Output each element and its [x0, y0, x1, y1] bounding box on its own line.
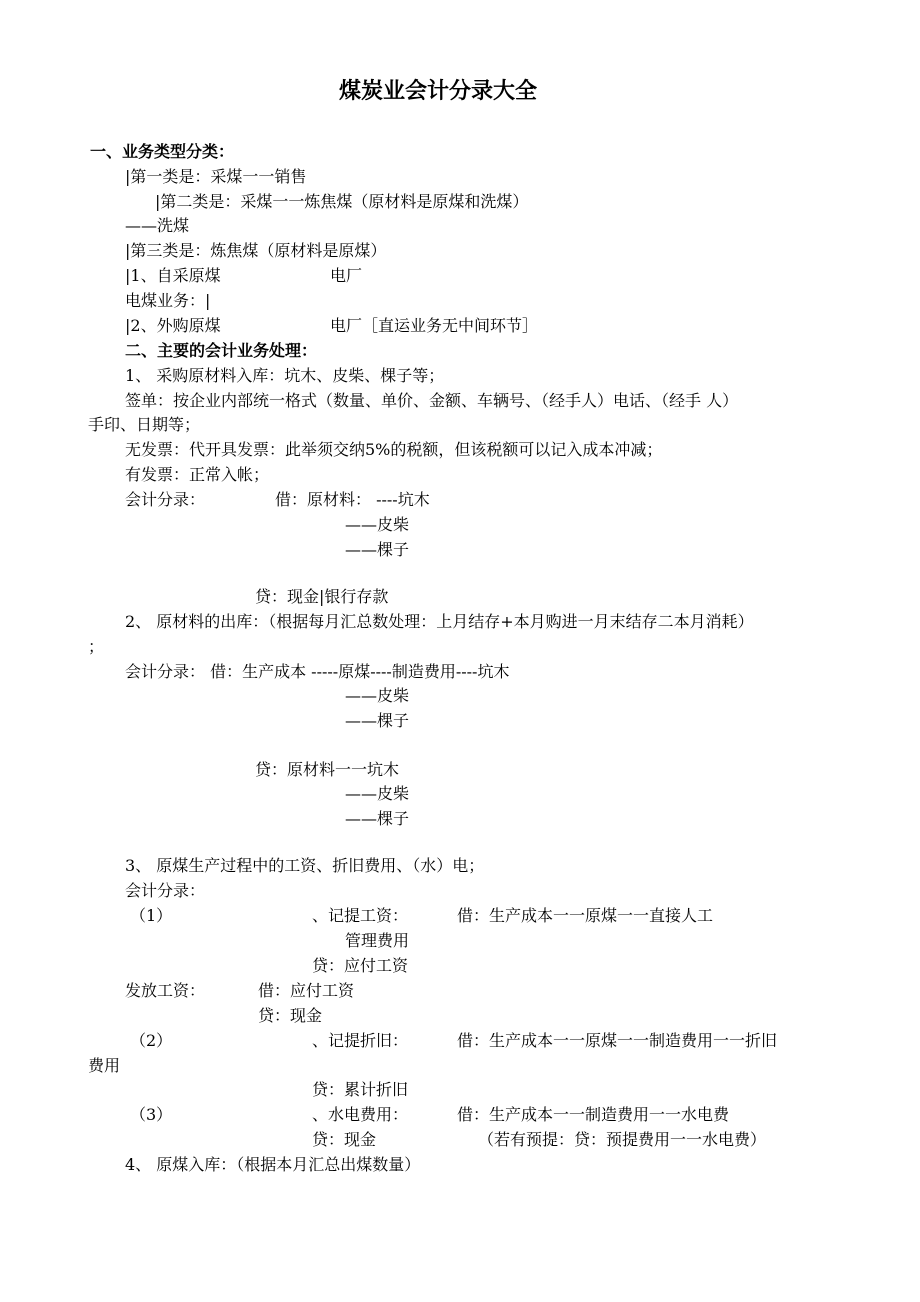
- text-line: 借：生产成本一一原煤一一直接人工: [457, 906, 714, 925]
- text-line: ——棵子: [345, 809, 410, 828]
- text-line: 2、 原材料的出库：（根据每月汇总数处理：上月结存+本月购进一月末结存二本月消耗）: [125, 612, 754, 631]
- text-line: （2）: [130, 1031, 173, 1050]
- text-line: （1）: [130, 906, 173, 925]
- text-line: |2、外购原煤: [125, 316, 221, 335]
- text-line: 会计分录：: [125, 490, 206, 509]
- text-line: ——洗煤: [125, 216, 190, 235]
- text-line: 电厂［直运业务无中间环节］: [330, 316, 539, 335]
- text-line: 、水电费用：: [312, 1105, 409, 1124]
- text-line: 会计分录： 借：生产成本 -----原煤----制造费用----坑木: [125, 662, 510, 681]
- text-line: （3）: [130, 1105, 173, 1124]
- text-line: 借：生产成本一一原煤一一制造费用一一折旧: [457, 1031, 778, 1050]
- section-heading: 一、业务类型分类：: [90, 142, 235, 161]
- text-line: ——棵子: [345, 540, 410, 559]
- text-line: |第一类是：采煤一一销售: [125, 167, 307, 186]
- text-line: 借：生产成本一一制造费用一一水电费: [457, 1105, 730, 1124]
- text-line: 贷：原材料一一坑木: [255, 760, 400, 779]
- text-line: ——皮柴: [345, 515, 410, 534]
- text-line: 管理费用: [345, 931, 410, 950]
- page-title: 煤炭业会计分录大全: [339, 79, 538, 104]
- text-line: 贷：现金: [312, 1130, 377, 1149]
- text-line: ——皮柴: [345, 784, 410, 803]
- text-line: 、记提折旧：: [312, 1031, 409, 1050]
- text-line: 签单：按企业内部统一格式（数量、单价、金额、车辆号、（经手人）电话、（经手 人）: [125, 391, 739, 410]
- text-line: 贷：累计折旧: [312, 1080, 409, 1099]
- text-line: 1、 采购原材料入库：坑木、皮柴、棵子等；: [125, 366, 445, 385]
- text-line: 、记提工资：: [312, 906, 409, 925]
- text-line: 无发票：代开具发票：此举须交纳5%的税额，但该税额可以记入成本冲减；: [125, 440, 663, 459]
- text-line: 手印、日期等；: [88, 415, 201, 434]
- text-line: |第二类是：采煤一一炼焦煤（原材料是原煤和洗煤）: [155, 192, 529, 211]
- text-line: 费用: [88, 1056, 121, 1075]
- text-line: 贷：现金|银行存款: [255, 587, 389, 606]
- text-line: 3、 原煤生产过程中的工资、折旧费用、（水）电；: [125, 856, 485, 875]
- text-line: 发放工资：: [125, 981, 206, 1000]
- text-line: ——皮柴: [345, 686, 410, 705]
- text-line: |1、自采原煤: [125, 266, 221, 285]
- text-line: 电厂: [330, 266, 363, 285]
- text-line: 4、 原煤入库：（根据本月汇总出煤数量）: [125, 1155, 421, 1174]
- text-line: ——棵子: [345, 711, 410, 730]
- text-line: |第三类是：炼焦煤（原材料是原煤）: [125, 241, 387, 260]
- text-line: 贷：应付工资: [312, 956, 409, 975]
- section-heading: 二、主要的会计业务处理：: [125, 341, 318, 360]
- text-line: 有发票：正常入帐；: [125, 465, 270, 484]
- text-line: 借：应付工资: [258, 981, 355, 1000]
- text-line: （若有预提：贷：预提费用一一水电费）: [478, 1130, 767, 1149]
- text-line: 借：原材料： ----坑木: [275, 490, 430, 509]
- text-line: ；: [88, 637, 105, 656]
- text-line: 电煤业务：|: [125, 291, 211, 310]
- text-line: 贷：现金: [258, 1006, 323, 1025]
- text-line: 会计分录：: [125, 881, 206, 900]
